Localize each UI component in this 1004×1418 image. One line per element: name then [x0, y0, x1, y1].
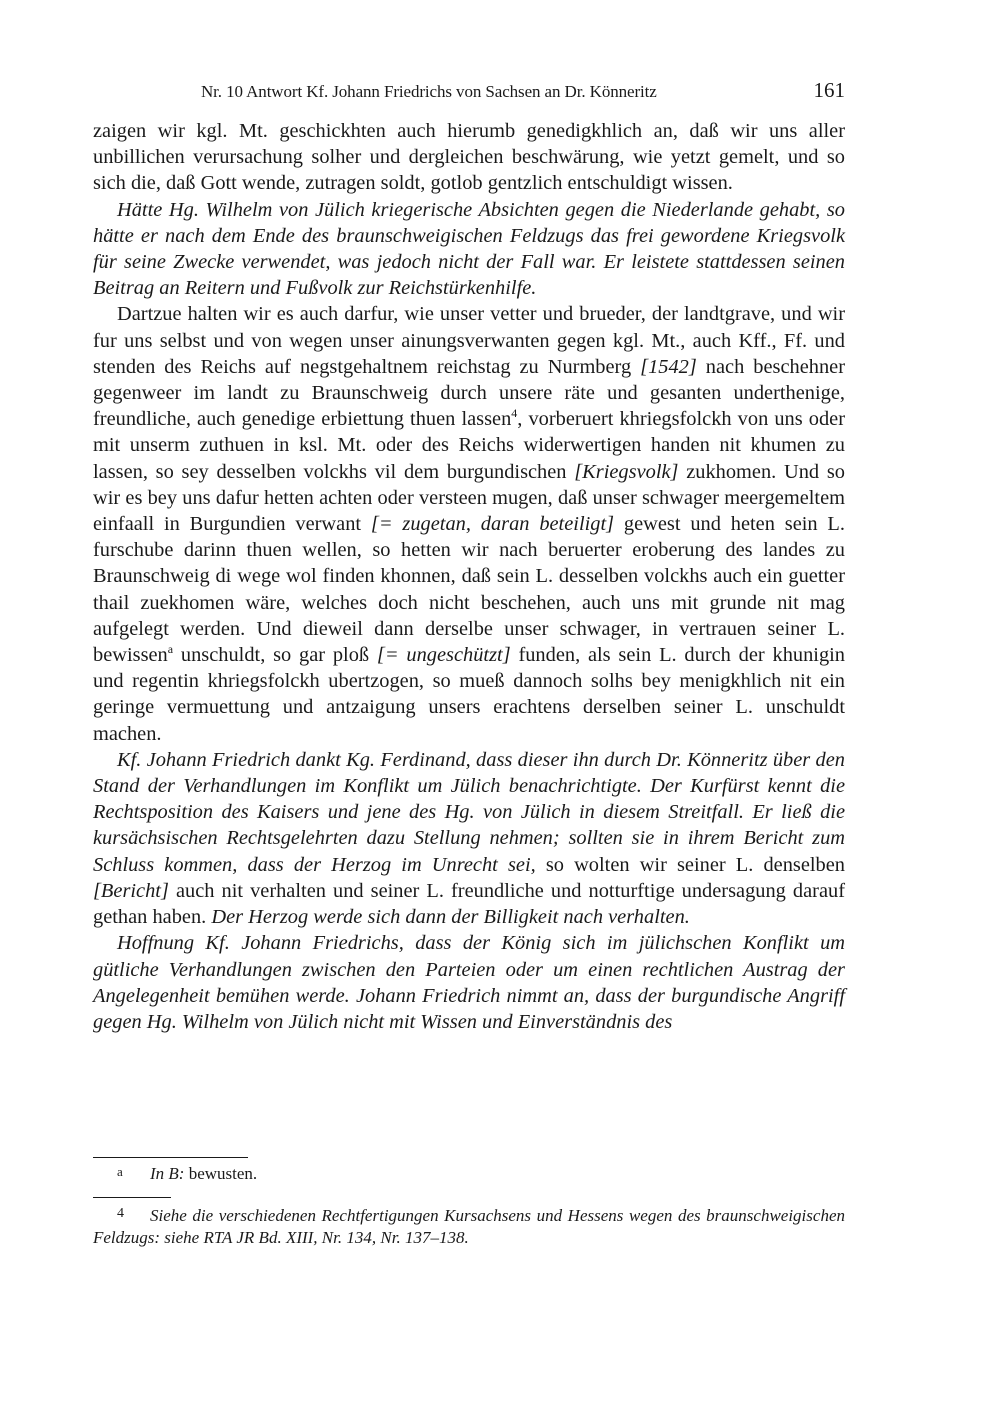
text-run: so wolten wir seiner L. denselben — [535, 853, 846, 876]
paragraph — [93, 197, 845, 302]
italic-run: Kf. Johann Friedrich dankt Kg. Ferdinand, dass dieser ihn durch Dr. Könneritz über den Stand der Verhandlungen im Konflikt um Jülich benachrichtigte. Der Kurfürst kennt die Rechtsposition des Kaisers und jene des Hg. von Jülich in diesem Streitfall. Er ließ die kursächsischen Rechtsgelehrten dazu Stellung nehmen; sollten sie in ihrem Bericht zum Schluss kommen, dass der Herzog im Unrecht sei, — [93, 748, 845, 876]
italic-run: Hoffnung Kf. Johann Friedrichs, dass der König sich im jülichschen Konflikt um gütliche Verhandlungen zwischen den Parteien oder um einen rechtlichen Austrag der Angelegenheit bemühen werde. Johann Friedrich nimmt an, dass der burgundische Angriff gegen Hg. Wilhelm von Jülich nicht mit Wissen und Einverständnis des — [93, 932, 845, 1033]
page-number: 161 — [813, 78, 845, 102]
text-run: , vorberuert khriegsfolckh von uns oder mit unserm zuthuen in ksl. Mt. oder des Reichs widerwertigen handen nit khumen zu lassen, so sey desselben volckhs vil dem burgundischen — [93, 408, 845, 483]
text-run: zukhomen. Und so wir es bey uns dafur hetten achten oder versteen mugen, daß unser schwager meergemeltem einfaall in Burgundien verwant — [93, 460, 845, 536]
footnote-reference[interactable]: 4 — [511, 406, 518, 421]
footnote-rule-textual — [93, 1157, 248, 1158]
running-head: Nr. 10 Antwort Kf. Johann Friedrichs von Sachsen an Dr. Könneritz — [201, 82, 657, 101]
text-run: auch nit verhalten und seiner L. freundliche und notturftige undersagung darauf gethan haben. — [93, 879, 845, 929]
text-run: funden, als sein L. durch der khunigin und regentin khriegsfolckh ubertzogen, so mueß dannoch solhs bey menigkhlich nit ein geringe vermuettung und antzaigung unsers erachtens derselben seiner L. unschuldt machen. — [93, 644, 845, 745]
footnote-rule-numbered — [93, 1197, 171, 1198]
text-run: gewest und heten sein L. furschube darinn thuen wellen, so hetten wir nach beruerter eroberung des landes zu Braunschweig di wege wol finden khonnen, daß sein L. desselben volckhs auch ein guetter thail zuekhomen wäre, welches doch nicht beschehen, auch uns mit grunde nit mag aufgelegt werden. Und dieweil dann derselbe unser schwager, in vertrauen seiner L. bewissen — [93, 513, 845, 667]
paragraph — [93, 301, 845, 746]
italic-run: Hätte Hg. Wilhelm von Jülich kriegerische Absichten gegen die Niederlande gehabt, so hätte er nach dem Ende des braunschweigischen Feldzugs das frei gewordene Kriegsvolk für seine Zwecke verwendet, was jedoch nicht der Fall war. Er leistete stattdessen seinen Beitrag an Reitern und Fußvolk zur Reichstürkenhilfe. — [93, 198, 845, 300]
page-header — [93, 80, 845, 108]
text-run: zaigen wir kgl. Mt. geschickhten auch hierumb genedigkhlich an, daß wir uns aller unbillichen verursachung solher und dergleichen beschwärung, wie yetzt gemelt, und so sich die, daß Gott wende, zutragen soldt, gotlob gentzlich entschuldigt wissen. — [93, 120, 845, 195]
italic-run: [Bericht] — [93, 879, 169, 902]
paragraph — [93, 118, 845, 197]
footnote-numbered-4 — [93, 1205, 845, 1249]
italic-run: [= ungeschützt] — [376, 644, 511, 667]
text-run: Dartzue halten wir es auch darfur, wie unser vetter und brueder, der landtgrave, und wir fur uns selbst und von wegen unser ainungsverwanten gegen kgl. Mt., auch Kff., Ff. und stenden des Reichs auf negstgehaltnem reichstag zu Nurmberg — [93, 303, 845, 378]
italic-run: In B: — [150, 1164, 185, 1183]
italic-run: [= zugetan, daran beteiligt] — [370, 513, 615, 536]
footnote-mark: a — [117, 1164, 123, 1179]
body-text — [93, 118, 845, 1035]
italic-run: Siehe die verschiedenen Rechtfertigungen Kursachsens und Hessens wegen des braunschweigischen Feldzugs: siehe RTA JR Bd. XIII, Nr. 134, Nr. 137–138. — [93, 1206, 845, 1247]
paragraph — [93, 930, 845, 1035]
footnote-textual-a — [93, 1163, 845, 1185]
text-run: bewusten. — [184, 1164, 258, 1183]
paragraph — [93, 747, 845, 930]
footnote-reference[interactable]: a — [167, 642, 174, 657]
italic-run: Der Herzog werde sich dann der Billigkeit nach verhalten. — [211, 906, 690, 929]
footnote-mark: 4 — [117, 1206, 124, 1221]
text-run: unschuldt, so gar ploß — [173, 644, 377, 667]
italic-run: [1542] — [640, 355, 697, 378]
text-run: nach beschehner gegenweer im landt zu Braunschweig durch unsere räte und gesanten underthenige, freundliche, auch genedige erbiettung thuen lassen — [93, 355, 845, 431]
italic-run: [Kriegsvolk] — [574, 460, 679, 483]
